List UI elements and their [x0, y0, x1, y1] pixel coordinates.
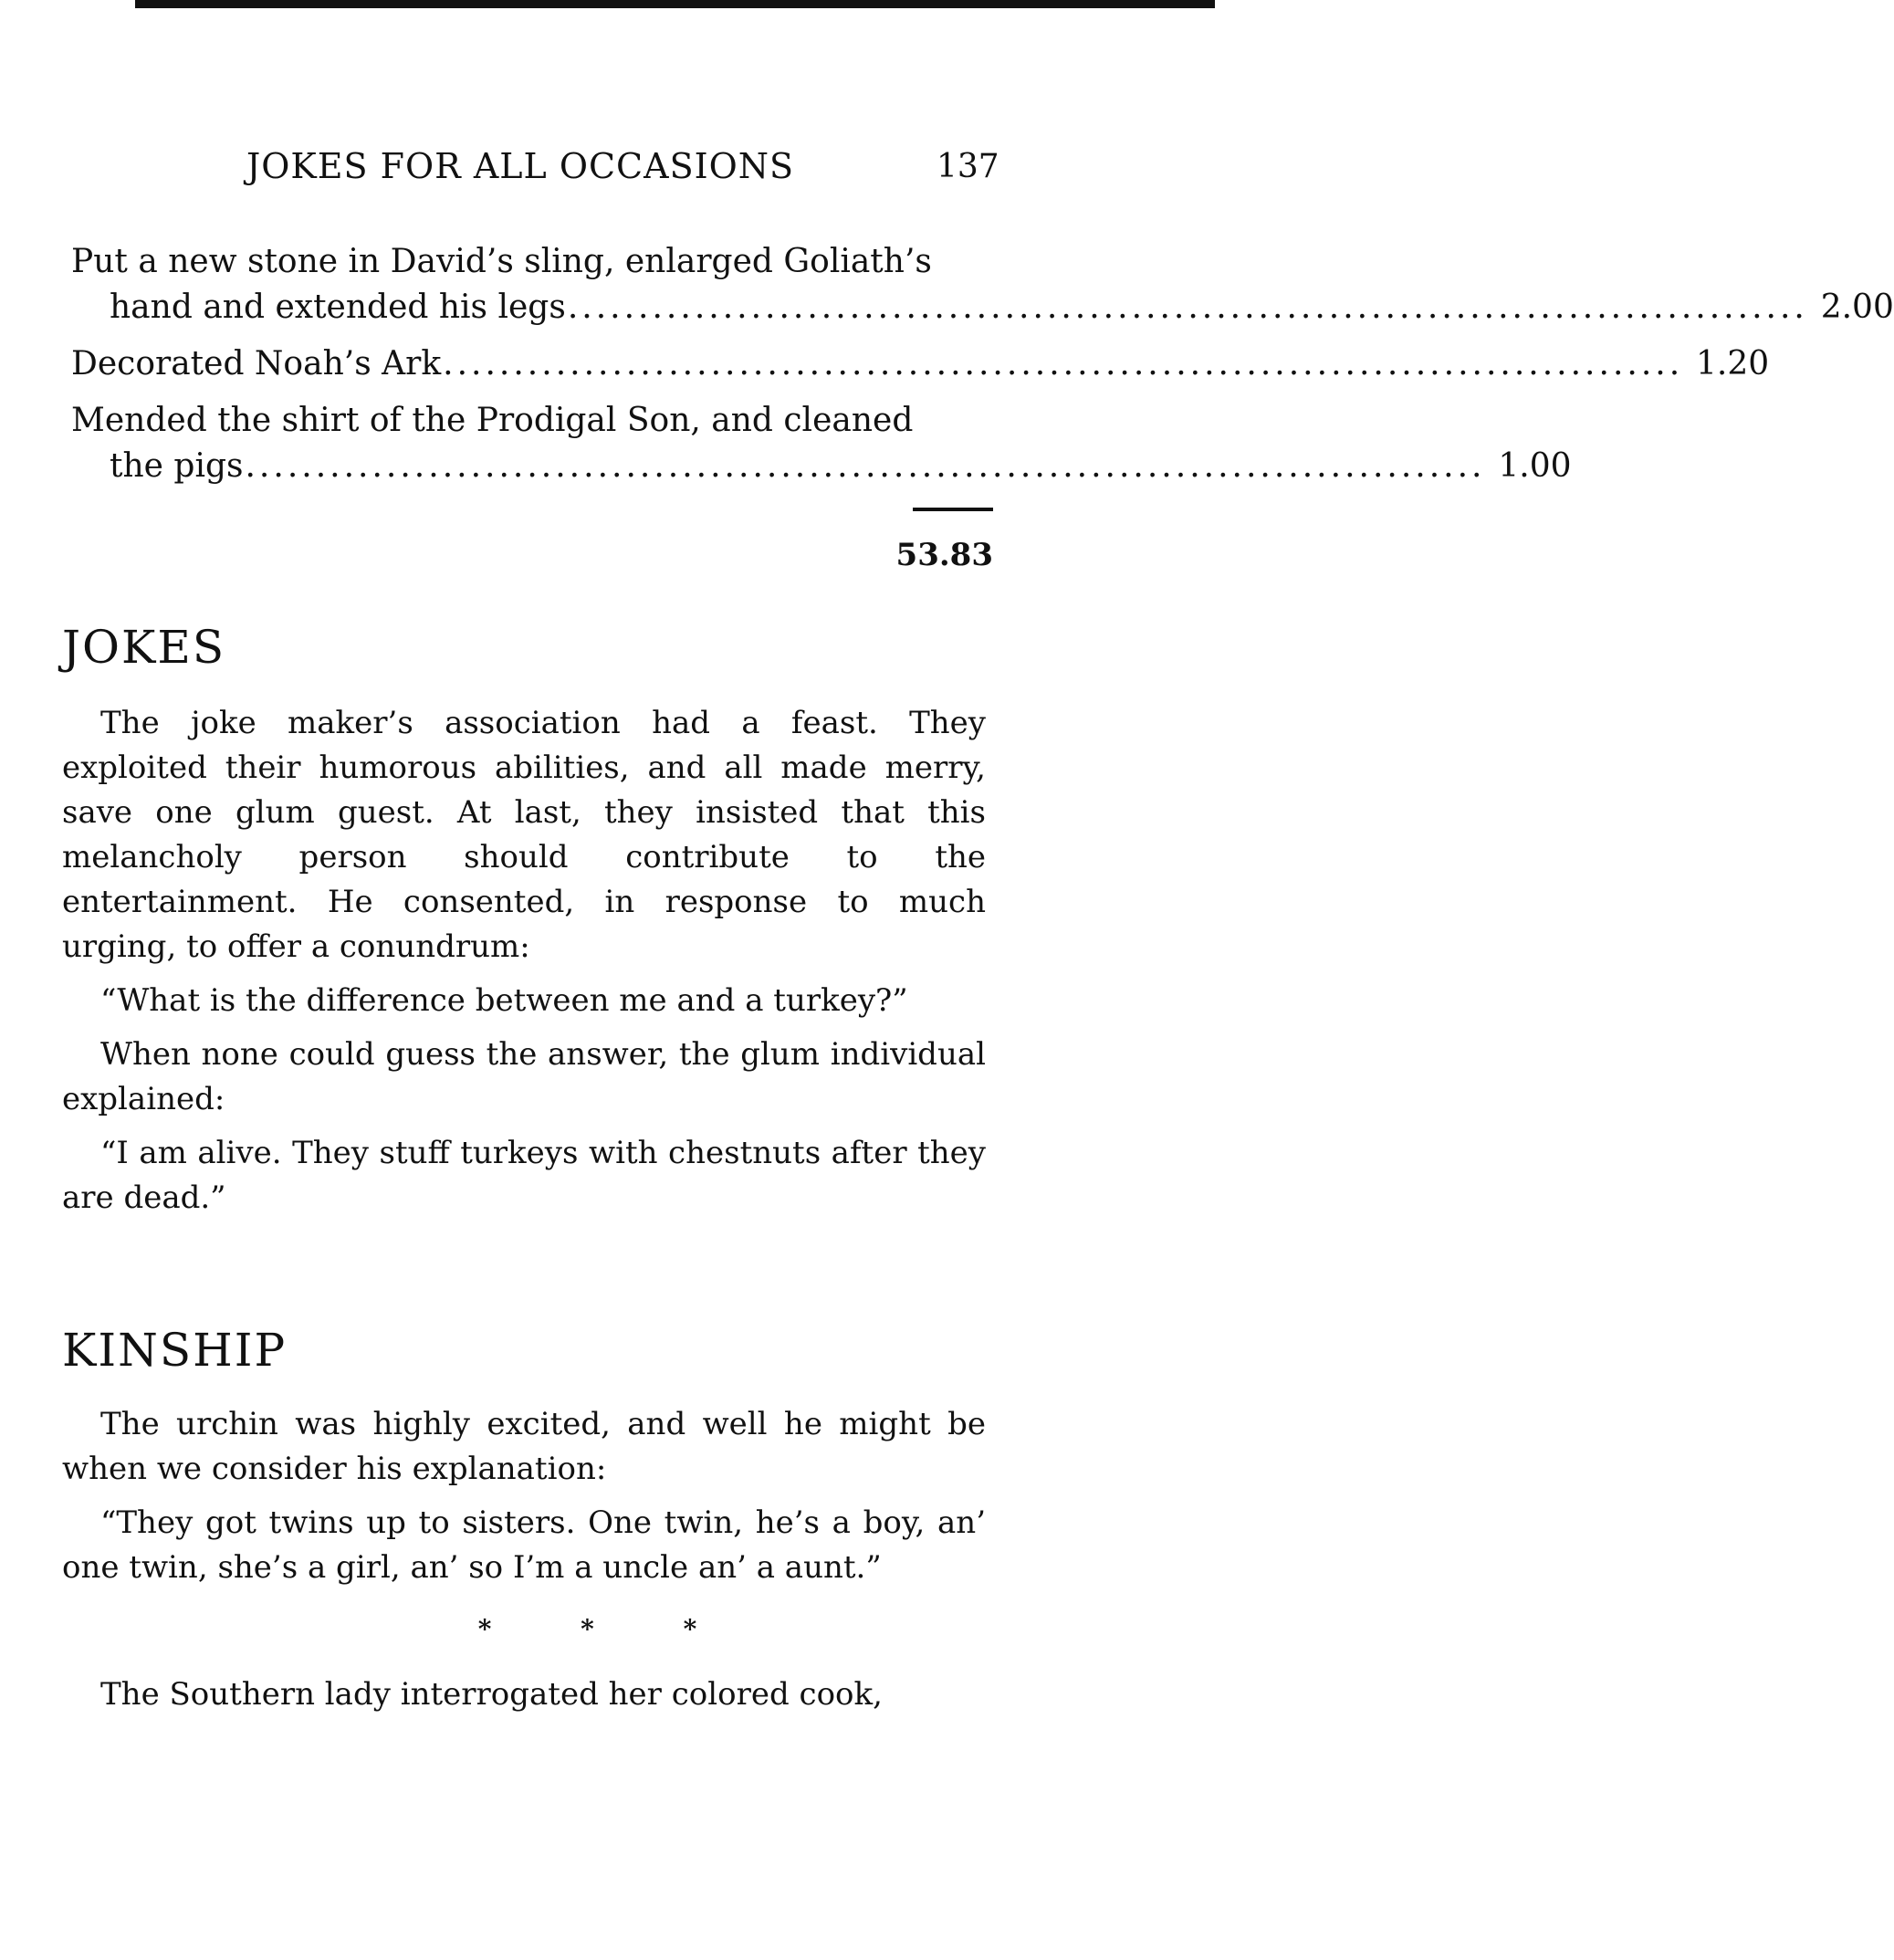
top-border-rule: [135, 0, 1215, 8]
paragraph: “I am alive. They stuff turkeys with chestnuts after they are dead.”: [62, 1135, 986, 1216]
running-header: [0, 146, 1215, 192]
ledger-entry-first-line: Put a new stone in David’s sling, enlarged Goliath’s: [71, 243, 932, 280]
section-body-kinship: [62, 1402, 986, 1599]
ledger-entry-last-line: [71, 341, 1770, 387]
ledger-list: [71, 239, 1894, 500]
ledger-entry-text: Decorated Noah’s Ark: [71, 345, 442, 383]
paragraph: The Southern lady interrogated her colored cook,: [100, 1676, 883, 1713]
ledger-entry-amount: 1.20: [1696, 345, 1770, 383]
paragraph: The urchin was highly excited, and well he might be when we consider his explanation:: [62, 1406, 986, 1487]
section-body-jokes: [62, 701, 986, 1230]
ledger-entry: [71, 239, 1894, 330]
ledger-entry-first-line: Mended the shirt of the Prodigal Son, and cleaned: [71, 402, 914, 439]
ledger-total: 53.83: [895, 537, 993, 573]
paragraph: “What is the difference between me and a turkey?”: [100, 982, 908, 1019]
paragraph: When none could guess the answer, the glum individual explained:: [62, 1036, 986, 1117]
ledger-entry-amount: 1.00: [1498, 447, 1572, 485]
leader-dots: ........................................................................................: [245, 447, 1486, 485]
total-rule: [913, 508, 993, 511]
page-number: 137: [937, 148, 999, 185]
paragraph: “They got twins up to sisters. One twin, he’s a boy, an’ one twin, she’s a girl, an’ so I’m a uncle an’ a aunt.”: [62, 1504, 986, 1586]
running-title: JOKES FOR ALL OCCASIONS: [246, 146, 795, 186]
ledger-entry-text: hand and extended his legs: [110, 288, 566, 326]
ledger-entry-amount: 2.00: [1820, 288, 1894, 326]
ledger-entry: [71, 398, 1572, 489]
section-body-trailing: [62, 1672, 986, 1726]
section-heading-kinship: KINSHIP: [62, 1324, 288, 1377]
ledger-entry: [71, 341, 1770, 387]
section-separator: * * *: [477, 1614, 738, 1644]
leader-dots: ........................................................................................: [443, 345, 1684, 383]
paragraph: The joke maker’s association had a feast. They exploited their humorous abilities, and all made merry, save one glum guest. At last, they insisted that this melancholy person should contribute to the entertainment. He consented, in response to much urging, to offer a conundrum:: [62, 705, 986, 965]
leader-dots: ........................................................................................: [567, 288, 1808, 326]
ledger-entry-text: the pigs: [110, 447, 244, 485]
section-heading-jokes: JOKES: [62, 621, 226, 674]
ledger-entry-last-line: [71, 285, 1894, 330]
ledger-entry-last-line: [71, 444, 1572, 489]
